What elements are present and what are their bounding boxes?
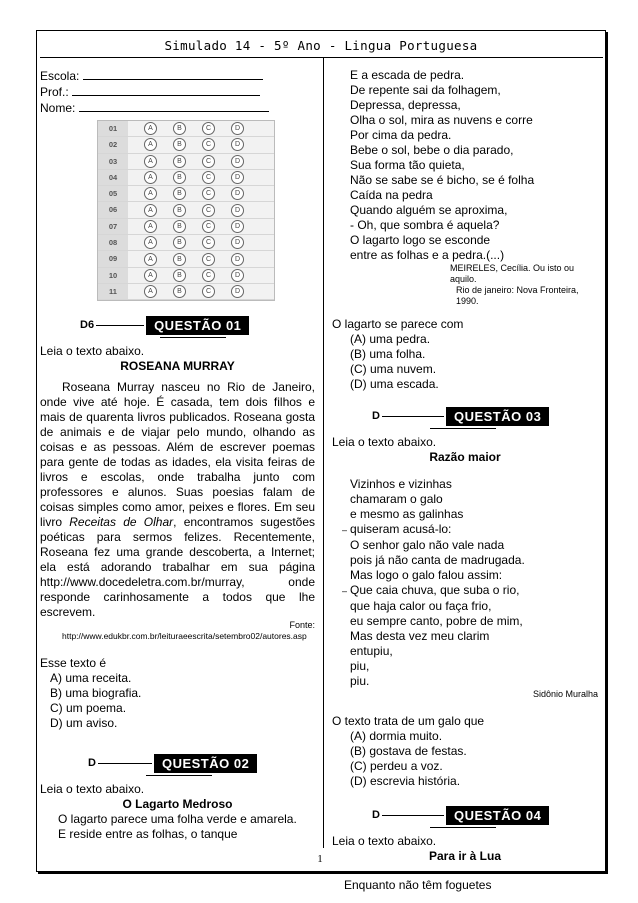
q2-question: O lagarto se parece com <box>332 317 464 331</box>
answer-number: 02 <box>98 137 128 152</box>
answer-bubble[interactable]: B <box>173 204 186 217</box>
answer-row <box>98 284 274 300</box>
answer-bubble[interactable]: C <box>202 220 215 233</box>
answer-bubble[interactable]: B <box>173 122 186 135</box>
answer-number: 03 <box>98 154 128 169</box>
answer-bubble[interactable]: D <box>231 253 244 266</box>
q1-option-b[interactable]: B) uma biografia. <box>50 686 142 701</box>
answer-bubble[interactable]: C <box>202 204 215 217</box>
q3-intro: Leia o texto abaixo. <box>332 435 437 449</box>
answer-number: 08 <box>98 235 128 250</box>
answer-bubble[interactable]: A <box>144 285 157 298</box>
answer-bubble[interactable]: A <box>144 253 157 266</box>
answer-bubble[interactable]: B <box>173 155 186 168</box>
q2-intro: Leia o texto abaixo. <box>40 782 145 797</box>
q1-intro: Leia o texto abaixo. <box>40 344 145 359</box>
q2-option-b[interactable]: (B) uma folha. <box>350 347 426 361</box>
descriptor-label: D <box>372 409 380 422</box>
answer-bubble[interactable]: A <box>144 187 157 200</box>
answer-bubble[interactable]: B <box>173 236 186 249</box>
answer-bubble[interactable]: A <box>144 204 157 217</box>
q3-option-d[interactable]: (D) escrevia história. <box>350 774 461 788</box>
q1-options <box>40 671 315 731</box>
answer-bubble[interactable]: A <box>144 236 157 249</box>
nome-field[interactable]: Nome: <box>40 100 315 116</box>
q1-option-c[interactable]: C) um poema. <box>50 701 127 716</box>
q1-option-d[interactable]: D) um aviso. <box>50 716 118 731</box>
q2-reference-2: Rio de janeiro: Nova Fronteira, 1990. <box>456 285 579 306</box>
answer-row <box>98 235 274 251</box>
answer-bubble[interactable]: A <box>144 220 157 233</box>
q3-option-c[interactable]: (C) perdeu a voz. <box>350 759 443 773</box>
descriptor-label: D6 <box>80 318 95 331</box>
answer-bubble[interactable]: A <box>144 155 157 168</box>
question-01-header <box>80 315 315 335</box>
escola-field[interactable]: Escola: <box>40 68 315 84</box>
dash-mark-icon: – <box>342 586 348 596</box>
answer-bubble[interactable]: D <box>231 155 244 168</box>
q3-poem: Vizinhos e vizinhas chamaram o galo e mesmo as galinhas – quiseram acusá-lo: O senhor galo não vale nada pois já não canta de madrugada. Mas logo o galo falou assim: – Que caia chuva, que suba o rio, que haja calor ou faça frio, eu sempre canto, pobre de mim, Mas desta vez meu clarim entupiu, piu, piu. <box>342 477 525 688</box>
question-04-header <box>372 805 598 825</box>
q4-line-1: Enquanto não têm foguetes <box>344 878 492 892</box>
right-column <box>332 68 598 893</box>
question-03-header <box>372 406 598 426</box>
q3-question: O texto trata de um galo que <box>332 714 485 728</box>
q2-poem-start: O lagarto parece uma folha verde e amarela. E reside entre as folhas, o tanque <box>58 812 297 842</box>
q1-title: ROSEANA MURRAY <box>120 359 235 374</box>
header-divider <box>40 57 603 58</box>
question-03-badge: QUESTÃO 03 <box>446 407 549 426</box>
answer-bubble[interactable]: C <box>202 171 215 184</box>
answer-bubble[interactable]: C <box>202 253 215 266</box>
left-column <box>40 68 315 842</box>
answer-bubble[interactable]: B <box>173 269 186 282</box>
q1-fonte-url: http://www.edukbr.com.br/leituraeescrita/setembro02/autores.asp <box>62 631 307 642</box>
answer-bubble[interactable]: C <box>202 155 215 168</box>
q2-options <box>332 332 598 392</box>
answer-bubble[interactable]: D <box>231 187 244 200</box>
answer-row <box>98 154 274 170</box>
q2-title: O Lagarto Medroso <box>122 797 233 812</box>
answer-number: 04 <box>98 170 128 185</box>
answer-sheet <box>97 120 275 301</box>
answer-bubble[interactable]: D <box>231 171 244 184</box>
answer-bubble[interactable]: C <box>202 236 215 249</box>
answer-bubble[interactable]: D <box>231 236 244 249</box>
answer-bubble[interactable]: C <box>202 285 215 298</box>
answer-number: 05 <box>98 186 128 201</box>
q4-title: Para ir à Lua <box>428 849 502 863</box>
answer-bubble[interactable]: D <box>231 122 244 135</box>
q3-options <box>332 729 598 789</box>
q3-option-b[interactable]: (B) gostava de festas. <box>350 744 467 758</box>
q2-option-a[interactable]: (A) uma pedra. <box>350 332 431 346</box>
answer-bubble[interactable]: C <box>202 122 215 135</box>
descriptor-label: D <box>88 756 96 769</box>
answer-number: 10 <box>98 268 128 283</box>
q2-option-d[interactable]: (D) uma escada. <box>350 377 439 391</box>
q3-option-a[interactable]: (A) dormia muito. <box>350 729 443 743</box>
answer-row <box>98 121 274 137</box>
question-01-badge: QUESTÃO 01 <box>146 316 249 335</box>
answer-bubble[interactable]: A <box>144 122 157 135</box>
descriptor-label: D <box>372 808 380 821</box>
answer-row <box>98 268 274 284</box>
answer-bubble[interactable]: B <box>173 171 186 184</box>
answer-row <box>98 137 274 153</box>
answer-bubble[interactable]: D <box>231 204 244 217</box>
answer-bubble[interactable]: A <box>144 171 157 184</box>
answer-bubble[interactable]: D <box>231 269 244 282</box>
answer-bubble[interactable]: A <box>144 138 157 151</box>
answer-bubble[interactable]: B <box>173 187 186 200</box>
page-header: Simulado 14 - 5º Ano - Lingua Portuguesa <box>164 38 478 53</box>
answer-bubble[interactable]: B <box>173 253 186 266</box>
answer-bubble[interactable]: C <box>202 138 215 151</box>
answer-bubble[interactable]: C <box>202 269 215 282</box>
answer-number: 01 <box>98 121 128 136</box>
answer-number: 07 <box>98 219 128 234</box>
question-02-badge: QUESTÃO 02 <box>154 754 257 773</box>
dash-mark-icon: – <box>342 525 348 535</box>
question-04-badge: QUESTÃO 04 <box>446 806 549 825</box>
answer-row <box>98 251 274 267</box>
answer-bubble[interactable]: A <box>144 269 157 282</box>
answer-row <box>98 186 274 202</box>
q2-option-c[interactable]: (C) uma nuvem. <box>350 362 437 376</box>
q4-intro: Leia o texto abaixo. <box>332 834 437 848</box>
q2-poem-cont: E a escada de pedra. De repente sai da folhagem, Depressa, depressa, Olha o sol, mira as nuvens e corre Por cima da pedra. Bebe o sol, bebe o dia parado, Sua forma tão quieta, Não se sabe se é bicho, se é folha Caída na pedra Quando alguém se aproxima, - Oh, que sombra é aquela? O lagarto logo se esconde entre as folhas e a pedra.(...) <box>350 68 535 262</box>
answer-row <box>98 170 274 186</box>
prof-field[interactable]: Prof.: <box>40 84 315 100</box>
answer-number: 09 <box>98 251 128 266</box>
answer-bubble[interactable]: B <box>173 138 186 151</box>
q1-body: Roseana Murray nasceu no Rio de Janeiro, onde vive até hoje. É casada, tem dois filhos e mais de quarenta livros publicados. Roseana gosta de animais e de viajar pelo mundo, olhando as coisas e as pessoas. Além de escrever poemas para gente de todas as idades, ela visita feiras de livros e escolas, onde trabalha junto com professores e alunos. Suas poesias falam de coisas simples como amor, peixes e flores. Em seu livro Receitas de Olhar, encontramos sugestões poéticas para sermos felizes. Recentemente, Roseana fez uma grande descoberta, a Internet; ela está adorando trabalhar em sua página http://www.docedeletra.com.br/murray, onde responde carinhosamente a todos que lhe escrevem. <box>40 380 316 620</box>
answer-row <box>98 202 274 218</box>
answer-bubble[interactable]: B <box>173 285 186 298</box>
answer-bubble[interactable]: D <box>231 220 244 233</box>
question-02-header <box>88 753 315 773</box>
answer-bubble[interactable]: B <box>173 220 186 233</box>
answer-number: 06 <box>98 202 128 217</box>
q3-title: Razão maior <box>429 450 501 464</box>
page-number: 1 <box>317 853 323 865</box>
q1-fonte-label: Fonte: <box>289 620 315 631</box>
answer-bubble[interactable]: D <box>231 138 244 151</box>
answer-row <box>98 219 274 235</box>
q3-author: Sidônio Muralha <box>532 689 598 699</box>
answer-number: 11 <box>98 284 128 299</box>
answer-bubble[interactable]: D <box>231 285 244 298</box>
q1-question: Esse texto é <box>40 656 107 671</box>
answer-bubble[interactable]: C <box>202 187 215 200</box>
q1-option-a[interactable]: A) uma receita. <box>50 671 132 686</box>
q2-reference-1: MEIRELES, Cecília. Ou isto ou aquilo. <box>450 263 575 284</box>
column-divider <box>323 58 324 848</box>
